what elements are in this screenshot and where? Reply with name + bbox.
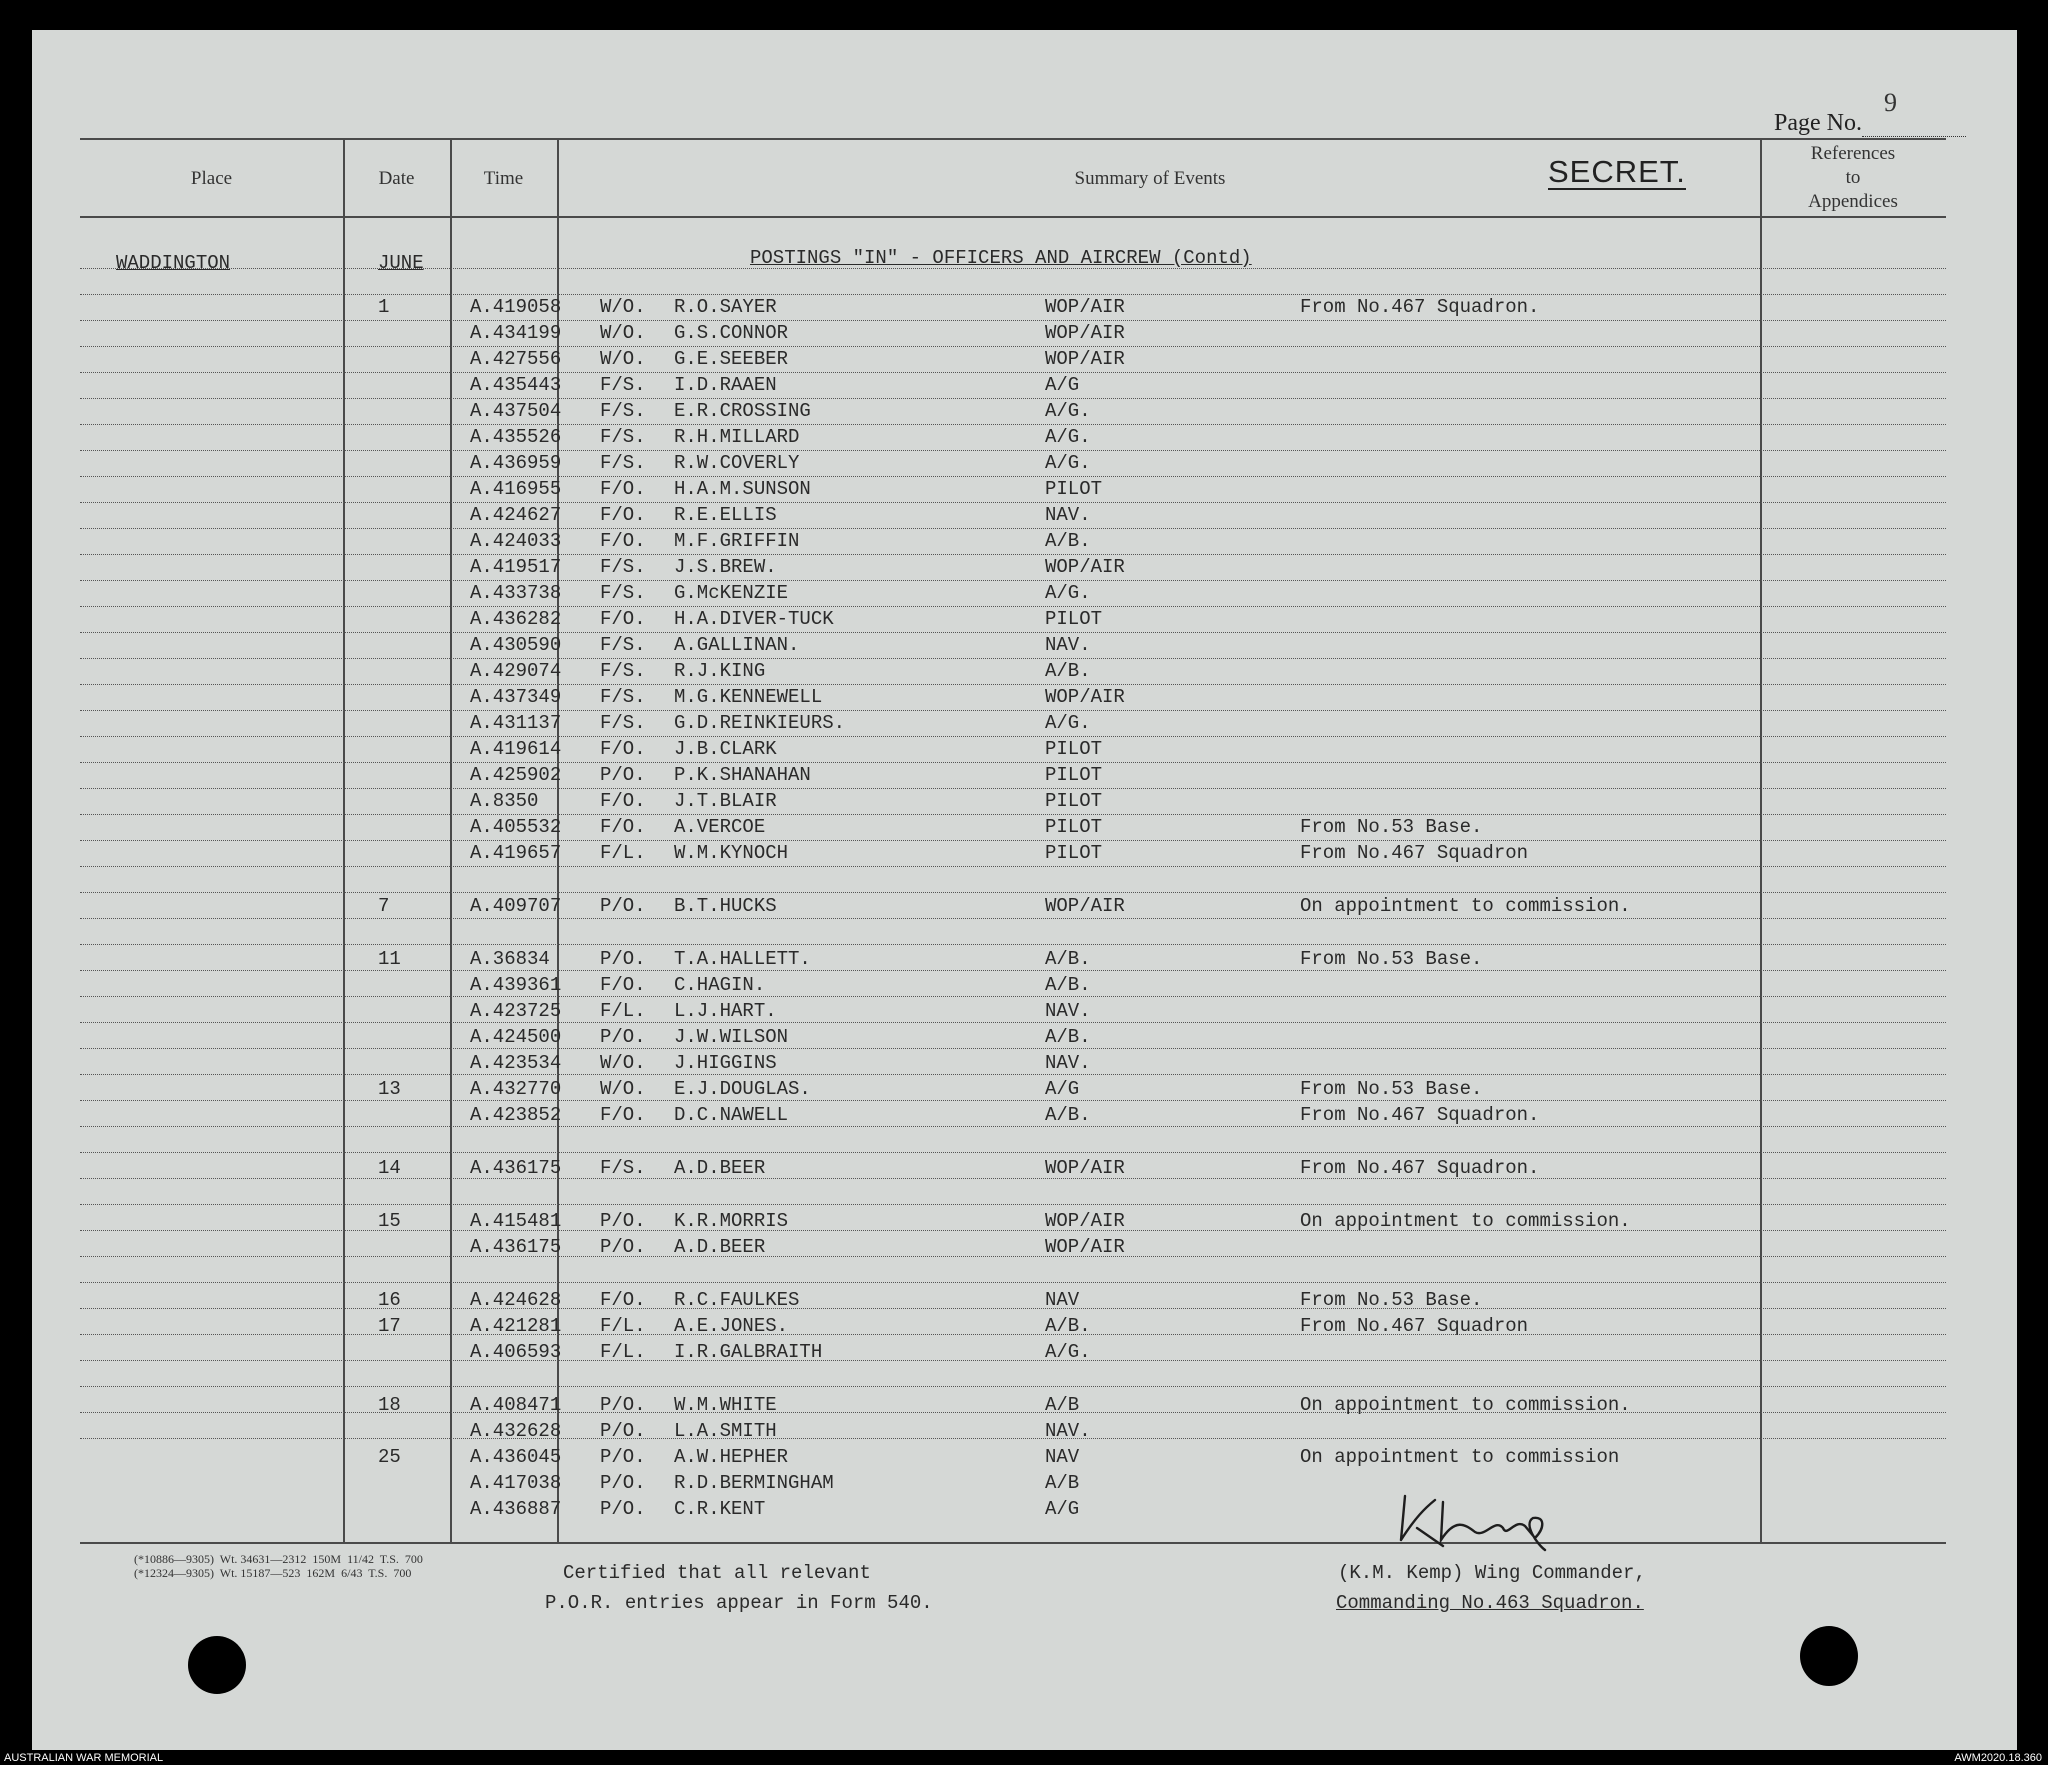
entry-service-number: A.425902 [470,764,562,786]
entry-service-number: A.8350 [470,790,539,812]
entry-role: A/G. [1045,1341,1091,1363]
entry-service-number: A.409707 [470,895,562,917]
entry-service-number: A.427556 [470,348,562,370]
entry-rank: F/L. [600,1341,646,1363]
entry-role: A/G. [1045,400,1091,422]
ruled-line [80,1386,1946,1387]
entry-name: H.A.M.SUNSON [674,478,811,500]
entry-role: WOP/AIR [1045,686,1125,708]
entry-service-number: A.430590 [470,634,562,656]
page-number-field [1774,88,1966,137]
print-codes-line1: (*10886—9305) Wt. 34631—2312 150M 11/42 T.S. 700 [134,1552,423,1566]
entry-service-number: A.424500 [470,1026,562,1048]
entry-service-number: A.416955 [470,478,562,500]
entry-note: From No.467 Squadron. [1300,296,1540,318]
entry-rank: P/O. [600,895,646,917]
entry-date: 7 [378,895,390,917]
entry-name: G.E.SEEBER [674,348,789,370]
entry-date: 16 [378,1289,401,1311]
entry-role: NAV [1045,1446,1080,1468]
entry-date: 13 [378,1078,401,1100]
entry-name: R.W.COVERLY [674,452,800,474]
entry-name: P.K.SHANAHAN [674,764,811,786]
entry-role: A/B. [1045,530,1091,552]
archive-id: AWM2020.18.360 [1954,1752,2042,1764]
entry-rank: P/O. [600,1236,646,1258]
entry-rank: W/O. [600,348,646,370]
entry-name: R.J.KING [674,660,766,682]
entry-note: On appointment to commission. [1300,895,1631,917]
record-page [32,30,2017,1750]
entry-service-number: A.417038 [470,1472,562,1494]
entry-role: NAV. [1045,1420,1091,1442]
ruled-line [80,1308,1946,1309]
entry-service-number: A.419614 [470,738,562,760]
ruled-line [80,1282,1946,1283]
entry-note: On appointment to commission. [1300,1210,1631,1232]
entry-role: A/B. [1045,660,1091,682]
entry-service-number: A.433738 [470,582,562,604]
entry-role: NAV. [1045,504,1091,526]
entry-role: A/G. [1045,426,1091,448]
entry-date: 18 [378,1394,401,1416]
entry-service-number: A.424628 [470,1289,562,1311]
ruled-line [80,710,1946,711]
entry-role: WOP/AIR [1045,1157,1125,1179]
entry-name: R.O.SAYER [674,296,777,318]
entry-role: A/G [1045,1078,1080,1100]
entry-rank: F/S. [600,686,646,708]
ruled-line [80,788,1946,789]
entry-service-number: A.419058 [470,296,562,318]
entry-service-number: A.436045 [470,1446,562,1468]
entry-service-number: A.434199 [470,322,562,344]
table-bottom-border [80,1542,1946,1544]
signature-image [1395,1488,1555,1558]
ruled-line [80,554,1946,555]
entry-rank: P/O. [600,1498,646,1520]
entry-date: 17 [378,1315,401,1337]
entry-name: J.W.WILSON [674,1026,789,1048]
entry-service-number: A.431137 [470,712,562,734]
entry-name: I.R.GALBRAITH [674,1341,823,1363]
page-number-line [1862,118,1966,137]
ruled-line [80,1048,1946,1049]
ruled-line [80,1256,1946,1257]
ruled-line [80,892,1946,893]
entry-rank: P/O. [600,1420,646,1442]
entry-rank: F/O. [600,608,646,630]
ruled-line [80,944,1946,945]
entry-rank: P/O. [600,1472,646,1494]
ruled-line [80,346,1946,347]
entry-rank: W/O. [600,1078,646,1100]
ruled-line [80,476,1946,477]
ruled-line [80,1230,1946,1231]
entry-rank: F/S. [600,374,646,396]
entry-service-number: A.436175 [470,1157,562,1179]
ruled-line [80,502,1946,503]
entry-service-number: A.405532 [470,816,562,838]
entry-service-number: A.415481 [470,1210,562,1232]
print-codes [134,1552,423,1580]
entry-role: A/G [1045,374,1080,396]
entry-name: C.R.KENT [674,1498,766,1520]
entry-name: C.HAGIN. [674,974,766,996]
section-title: POSTINGS "IN" - OFFICERS AND AIRCREW (Contd) [750,247,1252,269]
entry-service-number: A.437504 [470,400,562,422]
ruled-line [80,398,1946,399]
page-number-label: Page No. [1774,110,1862,136]
entry-note: From No.467 Squadron. [1300,1104,1540,1126]
entry-role: WOP/AIR [1045,322,1125,344]
entry-service-number: A.436175 [470,1236,562,1258]
entry-rank: F/S. [600,1157,646,1179]
entry-service-number: A.419517 [470,556,562,578]
entry-rank: W/O. [600,296,646,318]
entry-role: PILOT [1045,790,1103,812]
entry-role: A/B. [1045,1315,1091,1337]
entry-role: NAV [1045,1289,1080,1311]
entry-name: W.M.KYNOCH [674,842,789,864]
entry-rank: F/S. [600,634,646,656]
entry-service-number: A.435526 [470,426,562,448]
entry-service-number: A.435443 [470,374,562,396]
entry-name: L.A.SMITH [674,1420,777,1442]
ruled-line [80,294,1946,295]
entry-rank: P/O. [600,948,646,970]
entry-name: A.E.JONES. [674,1315,789,1337]
entry-rank: F/S. [600,582,646,604]
ruled-line [80,372,1946,373]
ruled-line [80,1022,1946,1023]
entry-role: NAV. [1045,1052,1091,1074]
ruled-line [80,1100,1946,1101]
ruled-line [80,1412,1946,1413]
entry-rank: F/S. [600,712,646,734]
entry-date: 25 [378,1446,401,1468]
entry-role: WOP/AIR [1045,895,1125,917]
entry-name: I.D.RAAEN [674,374,777,396]
entry-service-number: A.429074 [470,660,562,682]
entry-rank: F/O. [600,530,646,552]
certified-line2: P.O.R. entries appear in Form 540. [545,1592,933,1614]
entry-rank: F/O. [600,1289,646,1311]
entry-name: J.S.BREW. [674,556,777,578]
entry-rank: F/S. [600,400,646,422]
entry-role: A/B. [1045,948,1091,970]
entry-name: M.F.GRIFFIN [674,530,800,552]
ruled-line [80,1126,1946,1127]
header-summary: Summary of Events [1074,168,1226,189]
entry-name: T.A.HALLETT. [674,948,811,970]
entry-role: NAV. [1045,634,1091,656]
entry-rank: F/L. [600,1315,646,1337]
entry-rank: F/S. [600,426,646,448]
ruled-line [80,1178,1946,1179]
ruled-line [80,996,1946,997]
entry-note: From No.53 Base. [1300,1078,1483,1100]
entry-name: D.C.NAWELL [674,1104,789,1126]
ruled-line [80,970,1946,971]
entry-rank: W/O. [600,322,646,344]
entry-rank: F/O. [600,504,646,526]
entry-role: WOP/AIR [1045,296,1125,318]
entry-service-number: A.421281 [470,1315,562,1337]
entry-service-number: A.423852 [470,1104,562,1126]
ruled-line [80,1152,1946,1153]
entry-rank: F/S. [600,452,646,474]
entry-role: PILOT [1045,842,1103,864]
entry-service-number: A.432628 [470,1420,562,1442]
entry-role: WOP/AIR [1045,1210,1125,1232]
ruled-line [80,450,1946,451]
entry-service-number: A.436959 [470,452,562,474]
entry-rank: P/O. [600,1394,646,1416]
ruled-line [80,866,1946,867]
entry-rank: P/O. [600,1210,646,1232]
entry-name: B.T.HUCKS [674,895,777,917]
ruled-line [80,606,1946,607]
entry-role: A/B. [1045,974,1091,996]
entry-role: WOP/AIR [1045,1236,1125,1258]
header-references-line1: References [1810,143,1896,164]
entry-service-number: A.408471 [470,1394,562,1416]
entry-service-number: A.423725 [470,1000,562,1022]
ruled-line [80,736,1946,737]
entry-service-number: A.432770 [470,1078,562,1100]
page-number-value: 9 [1884,88,1897,117]
secret-stamp: SECRET. [1548,154,1686,189]
entry-rank: F/S. [600,556,646,578]
entry-rank: F/O. [600,816,646,838]
ruled-line [80,1438,1946,1439]
ruled-line [80,684,1946,685]
place-value: WADDINGTON [116,252,231,274]
entry-name: K.R.MORRIS [674,1210,789,1232]
entry-date: 1 [378,296,390,318]
entry-name: R.D.BERMINGHAM [674,1472,834,1494]
entry-name: J.T.BLAIR [674,790,777,812]
month-value: JUNE [378,252,424,274]
entry-name: G.S.CONNOR [674,322,789,344]
entry-name: R.H.MILLARD [674,426,800,448]
ruled-line [80,658,1946,659]
ruled-line [80,528,1946,529]
entry-service-number: A.423534 [470,1052,562,1074]
ruled-line [80,814,1946,815]
entry-role: A/G. [1045,582,1091,604]
entry-role: PILOT [1045,478,1103,500]
entry-role: A/B. [1045,1026,1091,1048]
entry-name: M.G.KENNEWELL [674,686,823,708]
ruled-line [80,1360,1946,1361]
table-header-border [80,216,1946,218]
binder-hole-left [188,1636,246,1694]
entry-role: A/B. [1045,1104,1091,1126]
entry-role: NAV. [1045,1000,1091,1022]
entry-name: J.HIGGINS [674,1052,777,1074]
entry-name: A.D.BEER [674,1157,766,1179]
entry-rank: F/O. [600,738,646,760]
entry-rank: P/O. [600,764,646,786]
ruled-line [80,1074,1946,1075]
entry-name: W.M.WHITE [674,1394,777,1416]
entry-name: G.McKENZIE [674,582,789,604]
ruled-line [80,840,1946,841]
entry-date: 15 [378,1210,401,1232]
header-references-line2: to [1845,167,1861,188]
entry-service-number: A.419657 [470,842,562,864]
entry-note: On appointment to commission. [1300,1394,1631,1416]
entry-name: E.R.CROSSING [674,400,811,422]
archive-label: AUSTRALIAN WAR MEMORIAL [4,1752,164,1764]
binder-hole-right [1800,1626,1858,1686]
entry-rank: W/O. [600,1052,646,1074]
entry-name: A.VERCOE [674,816,766,838]
entry-role: PILOT [1045,816,1103,838]
entry-name: A.GALLINAN. [674,634,800,656]
entry-role: A/B [1045,1472,1080,1494]
entry-name: H.A.DIVER-TUCK [674,608,834,630]
ruled-line [80,918,1946,919]
entry-name: L.J.HART. [674,1000,777,1022]
entry-rank: F/O. [600,790,646,812]
entry-role: WOP/AIR [1045,348,1125,370]
entry-note: From No.53 Base. [1300,816,1483,838]
entry-name: A.W.HEPHER [674,1446,789,1468]
certified-line1: Certified that all relevant [563,1562,871,1584]
entry-name: R.E.ELLIS [674,504,777,526]
entry-name: R.C.FAULKES [674,1289,800,1311]
entry-rank: P/O. [600,1026,646,1048]
entry-rank: F/O. [600,1104,646,1126]
header-time: Time [483,168,524,189]
entry-note: From No.467 Squadron [1300,1315,1529,1337]
header-references-line3: Appendices [1808,191,1898,212]
entry-role: A/G [1045,1498,1080,1520]
ruled-line [80,580,1946,581]
entry-service-number: A.439361 [470,974,562,996]
entry-note: From No.53 Base. [1300,1289,1483,1311]
entry-role: A/G. [1045,452,1091,474]
entry-name: G.D.REINKIEURS. [674,712,846,734]
entry-service-number: A.436282 [470,608,562,630]
entry-role: PILOT [1045,608,1103,630]
entry-note: On appointment to commission [1300,1446,1620,1468]
ruled-line [80,632,1946,633]
entry-rank: P/O. [600,1446,646,1468]
table-top-border [80,138,1946,140]
signer-line1: (K.M. Kemp) Wing Commander, [1338,1562,1646,1584]
entry-note: From No.467 Squadron. [1300,1157,1540,1179]
entry-note: From No.53 Base. [1300,948,1483,970]
entry-service-number: A.437349 [470,686,562,708]
header-place: Place [190,168,233,189]
signer-line2: Commanding No.463 Squadron. [1336,1592,1644,1614]
ruled-line [80,762,1946,763]
ruled-line [80,1204,1946,1205]
entry-name: A.D.BEER [674,1236,766,1258]
header-date: Date [378,168,415,189]
ruled-line [80,320,1946,321]
entry-name: E.J.DOUGLAS. [674,1078,811,1100]
entry-note: From No.467 Squadron [1300,842,1529,864]
entry-service-number: A.436887 [470,1498,562,1520]
entry-rank: F/L. [600,842,646,864]
entry-service-number: A.424033 [470,530,562,552]
entry-name: J.B.CLARK [674,738,777,760]
entry-role: PILOT [1045,738,1103,760]
entry-rank: F/O. [600,974,646,996]
print-codes-line2: (*12324—9305) Wt. 15187—523 162M 6/43 T.S. 700 [134,1566,412,1580]
ruled-line [80,424,1946,425]
entry-role: PILOT [1045,764,1103,786]
entry-rank: F/S. [600,660,646,682]
entry-role: A/G. [1045,712,1091,734]
entry-service-number: A.36834 [470,948,550,970]
entry-role: A/B [1045,1394,1080,1416]
entry-service-number: A.424627 [470,504,562,526]
entry-service-number: A.406593 [470,1341,562,1363]
entry-date: 14 [378,1157,401,1179]
entry-rank: F/L. [600,1000,646,1022]
ruled-line [80,1334,1946,1335]
entry-date: 11 [378,948,401,970]
header-references [1760,142,1946,214]
entry-role: WOP/AIR [1045,556,1125,578]
entry-rank: F/O. [600,478,646,500]
